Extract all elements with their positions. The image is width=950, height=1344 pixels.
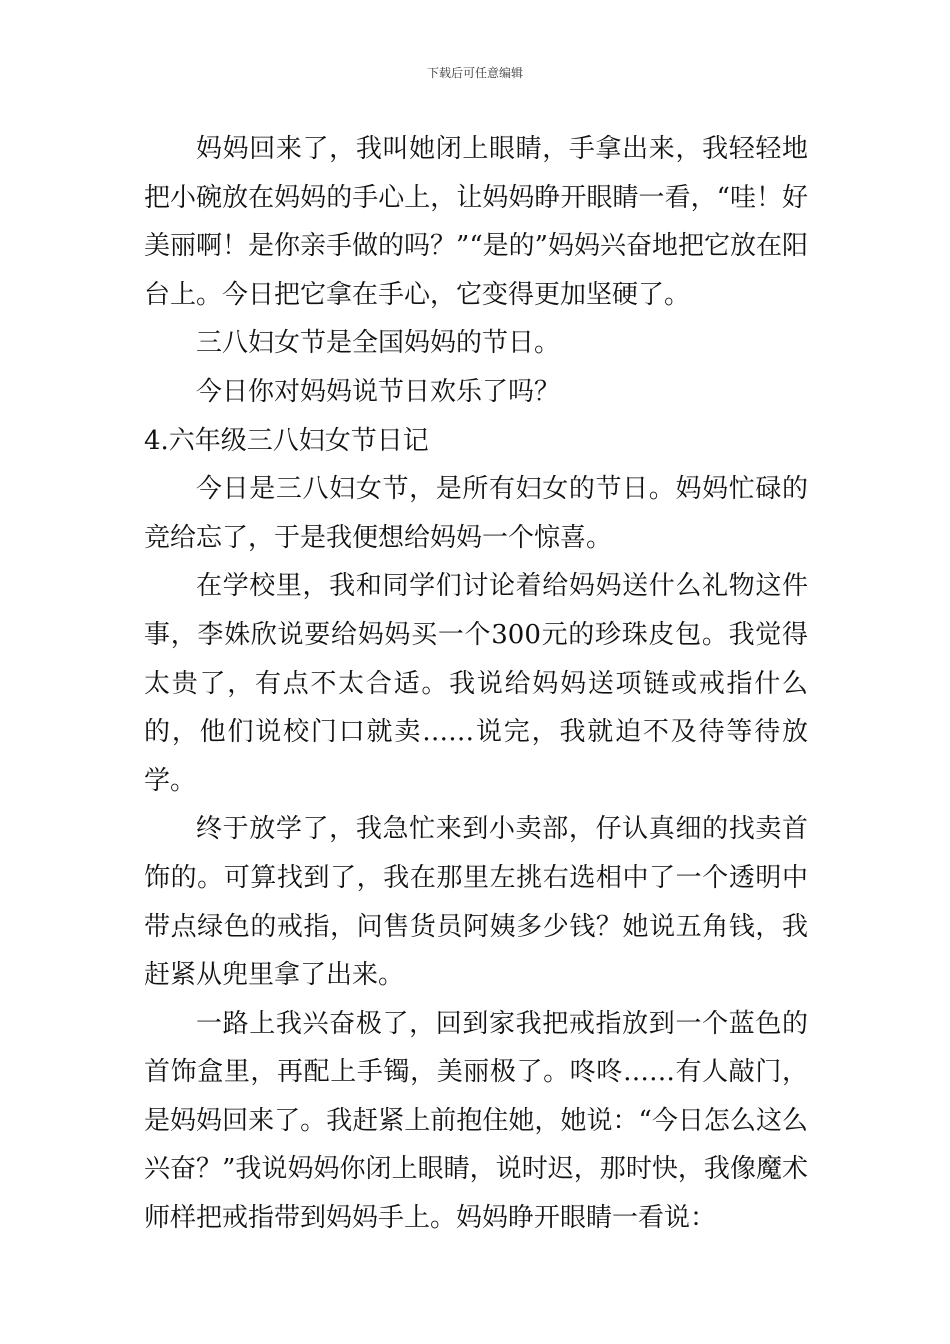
paragraph-6: 终于放学了，我急忙来到小卖部，仔认真细的找卖首饰的。可算找到了，我在那里左挑右选相中了一个透明中带点绿色的戒指，问售货员阿姨多少钱？她说五角钱，我赶紧从兜里拿了出来。 [144, 814, 808, 991]
paragraph-5: 在学校里，我和同学们讨论着给妈妈送什么礼物这件事，李姝欣说要给妈妈买一个300元的珍珠皮包。我觉得太贵了，有点不太合适。我说给妈妈送项链或戒指什么的，他们说校门口就卖……说完，我就迫不及待等待放学。 [144, 571, 808, 796]
header-note: 下载后可任意编辑 [426, 66, 523, 80]
section-heading: 4.六年级三八妇女节日记 [144, 425, 429, 456]
paragraph-2: 三八妇女节是全国妈妈的节日。 [196, 328, 561, 359]
paragraph-1: 妈妈回来了，我叫她闭上眼睛，手拿出来，我轻轻地把小碗放在妈妈的手心上，让妈妈睁开眼睛一看，“哇！好美丽啊！是你亲手做的吗？”“是的”妈妈兴奋地把它放在阳台上。今日把它拿在手心，它变得更加坚硬了。 [144, 134, 808, 310]
paragraph-4: 今日是三八妇女节，是所有妇女的节日。妈妈忙碌的竞给忘了，于是我便想给妈妈一个惊喜。 [144, 474, 808, 553]
document-body [144, 125, 808, 1243]
paragraph-3: 今日你对妈妈说节日欢乐了吗？ [196, 376, 561, 407]
paragraph-7: 一路上我兴奋极了，回到家我把戒指放到一个蓝色的首饰盒里，再配上手镯，美丽极了。咚咚……有人敲门，是妈妈回来了。我赶紧上前抱住她，她说：“今日怎么这么兴奋？”我说妈妈你闭上眼睛，说时迟，那时快，我像魔术师样把戒指带到妈妈手上。妈妈睁开眼睛一看说： [144, 1008, 808, 1234]
